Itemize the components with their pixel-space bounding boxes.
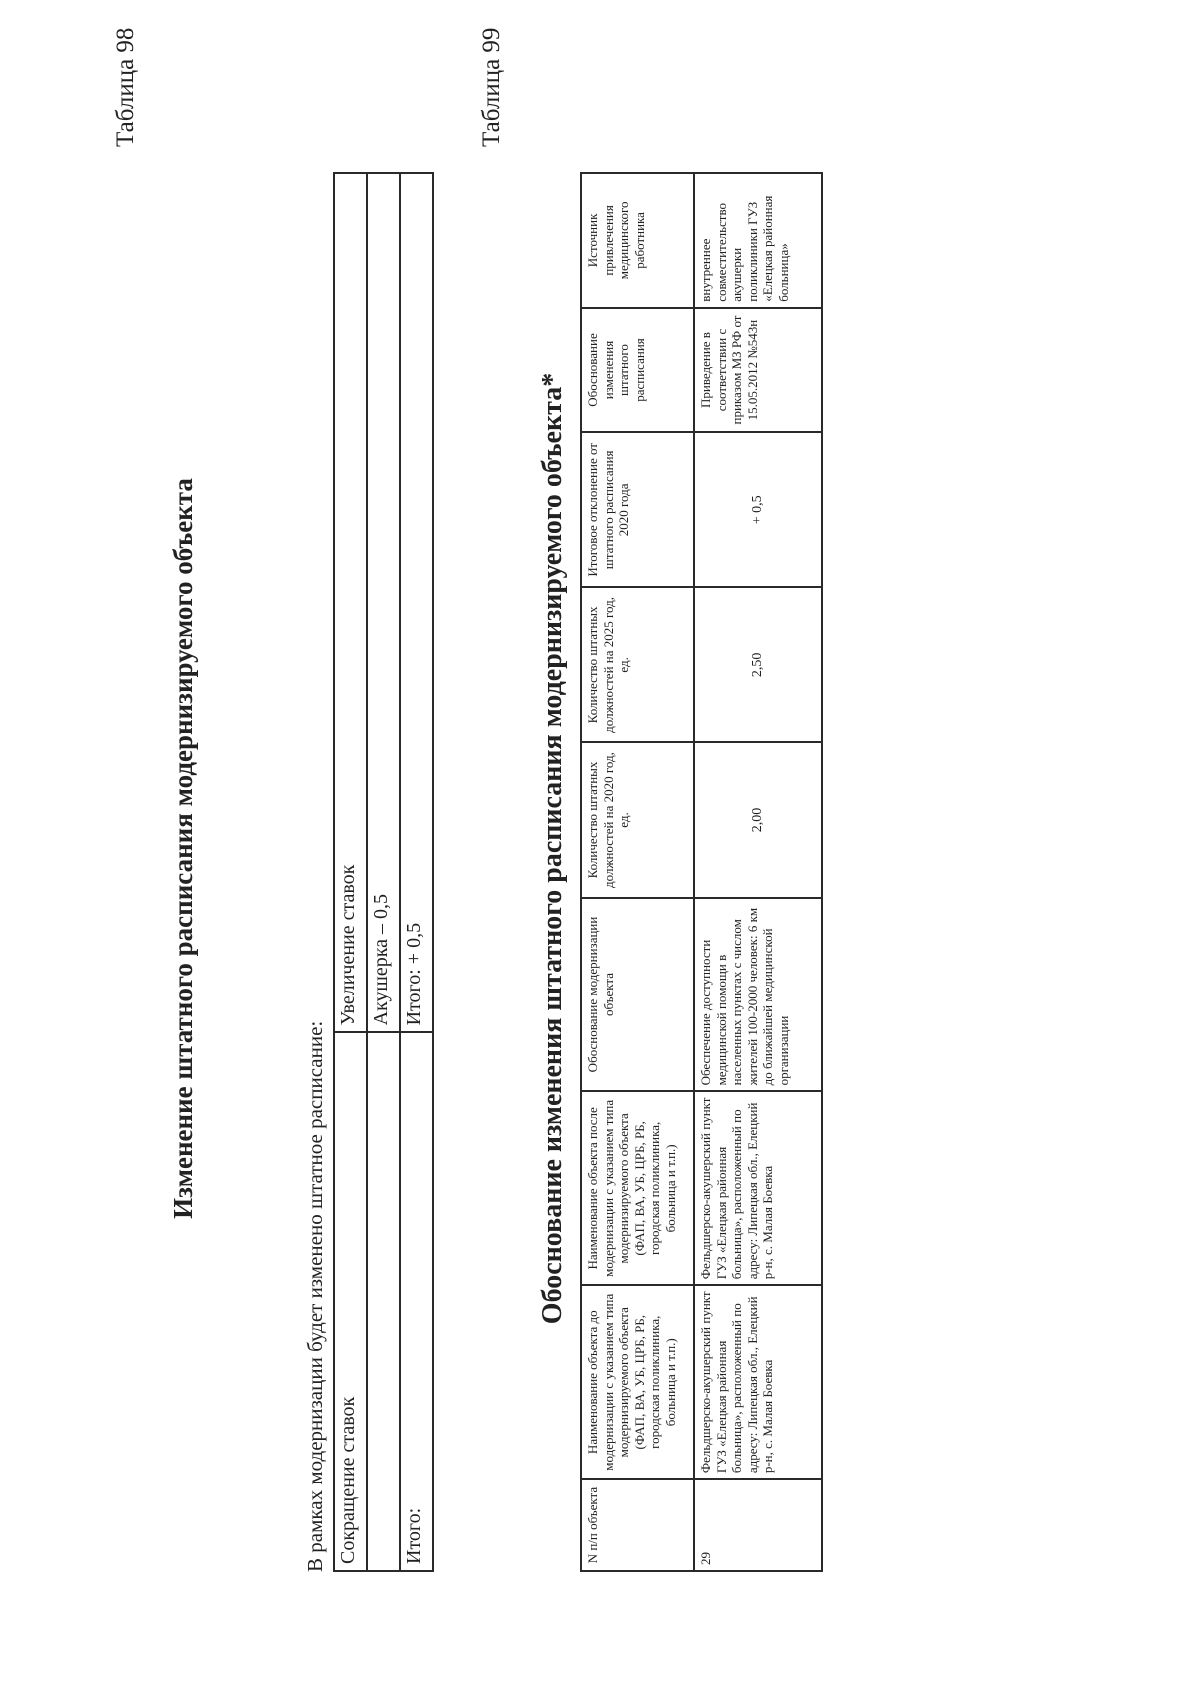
table-98-title: Изменение штатного расписания модернизируемого объекта <box>168 478 198 1219</box>
table-cell: Обеспечение доступности медицинской помощи в населенных пунктах с числом жителей 100-2000 человек: 6 км до ближайшей медицинской организации <box>694 898 822 1092</box>
column-header: Обоснование изменения штатного расписания <box>581 308 694 432</box>
column-header: Обоснование модернизации объекта <box>581 898 694 1092</box>
table-cell: Увеличение ставок <box>334 173 367 1032</box>
table-cell: Фельдшерско-акушерский пункт ГУЗ «Елецкая районная больница», расположенный по адресу: Липецкая обл., Елецкий р-н, с. Малая Боевка <box>694 1091 822 1285</box>
table-cell: 2,00 <box>694 742 822 897</box>
table-cell: Фельдшерско-акушерский пункт ГУЗ «Елецкая районная больница», расположенный по адресу: Липецкая обл., Елецкий р-н, с. Малая Боевка <box>694 1285 822 1479</box>
table-cell: Сокращение ставок <box>334 1032 367 1571</box>
table-cell: + 0,5 <box>694 432 822 587</box>
table-cell: Итого: + 0,5 <box>400 173 433 1032</box>
column-header: Наименование объекта после модернизации с указанием типа модернизируемого объекта (ФАП, ВА, УБ, ЦРБ, РБ, городская поликлиника, больница и т.п.) <box>581 1091 694 1285</box>
table-cell: Акушерка – 0,5 <box>367 173 400 1032</box>
table-cell: 2,50 <box>694 587 822 742</box>
table-row <box>367 173 400 1571</box>
column-header: Источник привлечения медицинского работника <box>581 173 694 308</box>
column-header: N п/п объекта <box>581 1479 694 1571</box>
column-header: Итоговое отклонение от штатного расписания 2020 года <box>581 432 694 587</box>
table-header-row <box>581 173 694 1571</box>
table-row <box>334 173 367 1571</box>
intro-text: В рамках модернизации будет изменено штатное расписание: <box>303 1020 327 1572</box>
column-header: Наименование объекта до модернизации с указанием типа модернизируемого объекта (ФАП, ВА, УБ, ЦРБ, РБ, городская поликлиника, больница и т.п.) <box>581 1285 694 1479</box>
table-cell: Приведение в соответствии с приказом МЗ РФ от 15.05.2012 №543н <box>694 308 822 432</box>
table-99-title: Обоснование изменения штатного расписания модернизируемого объекта* <box>537 372 568 1325</box>
table-98-label: Таблица 98 <box>112 27 139 147</box>
staffing-change-table <box>333 172 434 1572</box>
table-99-label: Таблица 99 <box>478 27 505 147</box>
table-cell: внутреннее совместительство акушерки поликлиники ГУЗ «Елецкая районная больница» <box>694 173 822 308</box>
column-header: Количество штатных должностей на 2020 год, ед. <box>581 742 694 897</box>
table-row <box>694 173 822 1571</box>
table-row <box>400 173 433 1571</box>
column-header: Количество штатных должностей на 2025 год, ед. <box>581 587 694 742</box>
table-cell <box>367 1032 400 1571</box>
staffing-justification-table <box>580 172 823 1572</box>
table-cell: Итого: <box>400 1032 433 1571</box>
table-cell: 29 <box>694 1479 822 1571</box>
